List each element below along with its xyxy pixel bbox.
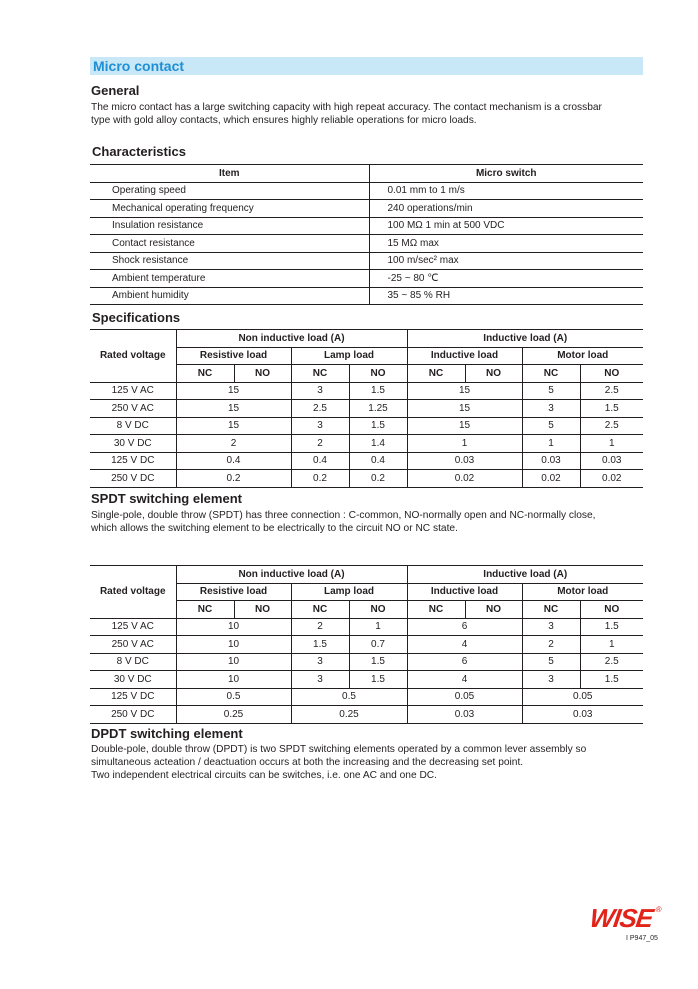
value-cell: 10 <box>176 671 291 689</box>
value-cell: 10 <box>176 636 291 654</box>
value-cell: 0.03 <box>522 452 580 470</box>
value-cell: 1 <box>349 618 407 636</box>
inductive-header: Inductive load (A) <box>407 330 643 348</box>
table-header-row <box>90 330 643 348</box>
no-header: NO <box>349 365 407 383</box>
value-cell: 1 <box>580 636 643 654</box>
nc-header: NC <box>522 601 580 619</box>
value-cell: 1.5 <box>349 653 407 671</box>
rated-voltage-header: Rated voltage <box>90 330 176 383</box>
motor-load-header: Motor load <box>522 583 643 601</box>
value-cell: 2 <box>291 618 349 636</box>
value-cell: 4 <box>407 636 522 654</box>
wise-logo <box>588 903 662 934</box>
value-cell: 0.4 <box>291 452 349 470</box>
value-cell: 0.5 <box>291 688 407 706</box>
value-cell: 15 <box>176 417 291 435</box>
no-header: NO <box>465 601 522 619</box>
value-cell: 0.2 <box>349 470 407 488</box>
voltage-cell: 30 V DC <box>90 671 176 689</box>
dpdt-text-line3: Two independent electrical circuits can be switches, i.e. one AC and one DC. <box>91 770 437 781</box>
item-cell: Insulation resistance <box>90 217 369 235</box>
spdt-text-line1: Single-pole, double throw (SPDT) has three connection : C-common, NO-normally open and NC-normally close, <box>91 510 596 521</box>
value-cell: 240 operations/min <box>369 200 643 218</box>
characteristics-table <box>90 164 643 305</box>
value-cell: 1.5 <box>291 636 349 654</box>
section-title-bar <box>90 57 643 75</box>
value-cell: 3 <box>522 400 580 418</box>
item-cell: Contact resistance <box>90 235 369 253</box>
value-cell: 0.02 <box>522 470 580 488</box>
value-cell: 3 <box>522 618 580 636</box>
inductive-header: Inductive load (A) <box>407 566 643 584</box>
table-header-row <box>90 566 643 584</box>
value-cell: 0.7 <box>349 636 407 654</box>
value-cell: 5 <box>522 653 580 671</box>
inductive-load-header: Inductive load <box>407 583 522 601</box>
table-row <box>90 217 643 235</box>
item-cell: Ambient temperature <box>90 270 369 288</box>
value-cell: 1 <box>580 435 643 453</box>
value-cell: 6 <box>407 653 522 671</box>
value-cell: 0.4 <box>349 452 407 470</box>
value-cell: 1.25 <box>349 400 407 418</box>
nc-header: NC <box>291 365 349 383</box>
value-cell: 0.25 <box>176 706 291 724</box>
motor-load-header: Motor load <box>522 347 643 365</box>
value-cell: 15 <box>176 382 291 400</box>
value-cell: 35 ~ 85 % RH <box>369 287 643 305</box>
no-header: NO <box>349 601 407 619</box>
col-micro-switch: Micro switch <box>369 165 643 183</box>
table-row <box>90 287 643 305</box>
value-cell: 3 <box>291 671 349 689</box>
value-cell: 15 MΩ max <box>369 235 643 253</box>
non-inductive-header: Non inductive load (A) <box>176 330 407 348</box>
value-cell: 1.4 <box>349 435 407 453</box>
value-cell: 0.2 <box>291 470 349 488</box>
characteristics-heading: Characteristics <box>92 144 186 159</box>
no-header: NO <box>580 601 643 619</box>
general-text-line2: type with gold alloy contacts, which ensures highly reliable operations for micro loads. <box>91 115 477 126</box>
value-cell: 1 <box>522 435 580 453</box>
inductive-load-header: Inductive load <box>407 347 522 365</box>
resistive-load-header: Resistive load <box>176 583 291 601</box>
voltage-cell: 125 V AC <box>90 382 176 400</box>
value-cell: 5 <box>522 382 580 400</box>
value-cell: 0.05 <box>522 688 643 706</box>
table-row <box>90 452 643 470</box>
value-cell: 2 <box>522 636 580 654</box>
value-cell: 0.03 <box>407 706 522 724</box>
value-cell: 0.4 <box>176 452 291 470</box>
voltage-cell: 125 V AC <box>90 618 176 636</box>
dpdt-text-line2: simultaneous acteation / deactuation occurs at both the increasing and the decreasing set point. <box>91 757 524 768</box>
value-cell: 15 <box>176 400 291 418</box>
value-cell: 15 <box>407 417 522 435</box>
value-cell: 0.03 <box>580 452 643 470</box>
no-header: NO <box>580 365 643 383</box>
voltage-cell: 30 V DC <box>90 435 176 453</box>
value-cell: 2 <box>291 435 349 453</box>
item-cell: Mechanical operating frequency <box>90 200 369 218</box>
nc-header: NC <box>522 365 580 383</box>
value-cell: 2.5 <box>580 382 643 400</box>
no-header: NO <box>465 365 522 383</box>
table-row <box>90 417 643 435</box>
general-text-line1: The micro contact has a large switching capacity with high repeat accuracy. The contact mechanism is a crossbar <box>91 102 602 113</box>
voltage-cell: 250 V DC <box>90 470 176 488</box>
table-row <box>90 470 643 488</box>
value-cell: 1.5 <box>580 618 643 636</box>
nc-header: NC <box>407 601 465 619</box>
table-row <box>90 382 643 400</box>
table-row <box>90 435 643 453</box>
logo-text: WISE <box>587 903 655 933</box>
value-cell: 0.02 <box>407 470 522 488</box>
value-cell: 2 <box>176 435 291 453</box>
value-cell: 1 <box>407 435 522 453</box>
value-cell: 1.5 <box>349 671 407 689</box>
item-cell: Shock resistance <box>90 252 369 270</box>
voltage-cell: 8 V DC <box>90 653 176 671</box>
dpdt-text-line1: Double-pole, double throw (DPDT) is two SPDT switching elements operated by a common lever assembly so <box>91 744 587 755</box>
table-row <box>90 200 643 218</box>
page-code: I P947_05 <box>626 935 658 942</box>
lamp-load-header: Lamp load <box>291 347 407 365</box>
value-cell: 0.03 <box>522 706 643 724</box>
value-cell: 10 <box>176 653 291 671</box>
table-row <box>90 252 643 270</box>
value-cell: 2.5 <box>580 417 643 435</box>
lamp-load-header: Lamp load <box>291 583 407 601</box>
voltage-cell: 125 V DC <box>90 452 176 470</box>
nc-header: NC <box>291 601 349 619</box>
value-cell: 0.5 <box>176 688 291 706</box>
general-heading: General <box>91 83 140 98</box>
value-cell: 4 <box>407 671 522 689</box>
col-item: Item <box>90 165 369 183</box>
value-cell: 2.5 <box>291 400 349 418</box>
value-cell: 0.05 <box>407 688 522 706</box>
nc-header: NC <box>407 365 465 383</box>
rated-voltage-header: Rated voltage <box>90 566 176 619</box>
dpdt-heading: DPDT switching element <box>91 726 243 741</box>
spdt-heading: SPDT switching element <box>91 491 242 506</box>
value-cell: -25 ~ 80 ℃ <box>369 270 643 288</box>
spdt-table <box>90 565 643 724</box>
resistive-load-header: Resistive load <box>176 347 291 365</box>
value-cell: 0.03 <box>407 452 522 470</box>
no-header: NO <box>234 365 291 383</box>
value-cell: 100 MΩ 1 min at 500 VDC <box>369 217 643 235</box>
nc-header: NC <box>176 601 234 619</box>
table-row <box>90 270 643 288</box>
value-cell: 3 <box>291 653 349 671</box>
value-cell: 10 <box>176 618 291 636</box>
table-row <box>90 182 643 200</box>
value-cell: 6 <box>407 618 522 636</box>
page-title: Micro contact <box>93 58 185 74</box>
value-cell: 15 <box>407 382 522 400</box>
voltage-cell: 125 V DC <box>90 688 176 706</box>
voltage-cell: 8 V DC <box>90 417 176 435</box>
table-row <box>90 653 643 671</box>
specifications-table <box>90 329 643 488</box>
value-cell: 3 <box>291 382 349 400</box>
table-row <box>90 671 643 689</box>
table-row <box>90 618 643 636</box>
value-cell: 3 <box>522 671 580 689</box>
value-cell: 0.2 <box>176 470 291 488</box>
value-cell: 3 <box>291 417 349 435</box>
no-header: NO <box>234 601 291 619</box>
value-cell: 5 <box>522 417 580 435</box>
nc-header: NC <box>176 365 234 383</box>
value-cell: 1.5 <box>349 382 407 400</box>
value-cell: 0.02 <box>580 470 643 488</box>
value-cell: 0.25 <box>291 706 407 724</box>
voltage-cell: 250 V AC <box>90 400 176 418</box>
value-cell: 100 m/sec² max <box>369 252 643 270</box>
table-row <box>90 636 643 654</box>
item-cell: Ambient humidity <box>90 287 369 305</box>
table-row <box>90 235 643 253</box>
table-row <box>90 706 643 724</box>
value-cell: 1.5 <box>580 671 643 689</box>
spdt-text-line2: which allows the switching element to be electrically to the circuit NO or NC state. <box>91 523 458 534</box>
table-header-row <box>90 165 643 183</box>
specifications-heading: Specifications <box>92 310 181 325</box>
value-cell: 1.5 <box>349 417 407 435</box>
table-row <box>90 688 643 706</box>
voltage-cell: 250 V DC <box>90 706 176 724</box>
value-cell: 1.5 <box>580 400 643 418</box>
value-cell: 0.01 mm to 1 m/s <box>369 182 643 200</box>
value-cell: 2.5 <box>580 653 643 671</box>
table-row <box>90 400 643 418</box>
non-inductive-header: Non inductive load (A) <box>176 566 407 584</box>
registered-mark: ® <box>655 905 662 914</box>
value-cell: 15 <box>407 400 522 418</box>
voltage-cell: 250 V AC <box>90 636 176 654</box>
item-cell: Operating speed <box>90 182 369 200</box>
